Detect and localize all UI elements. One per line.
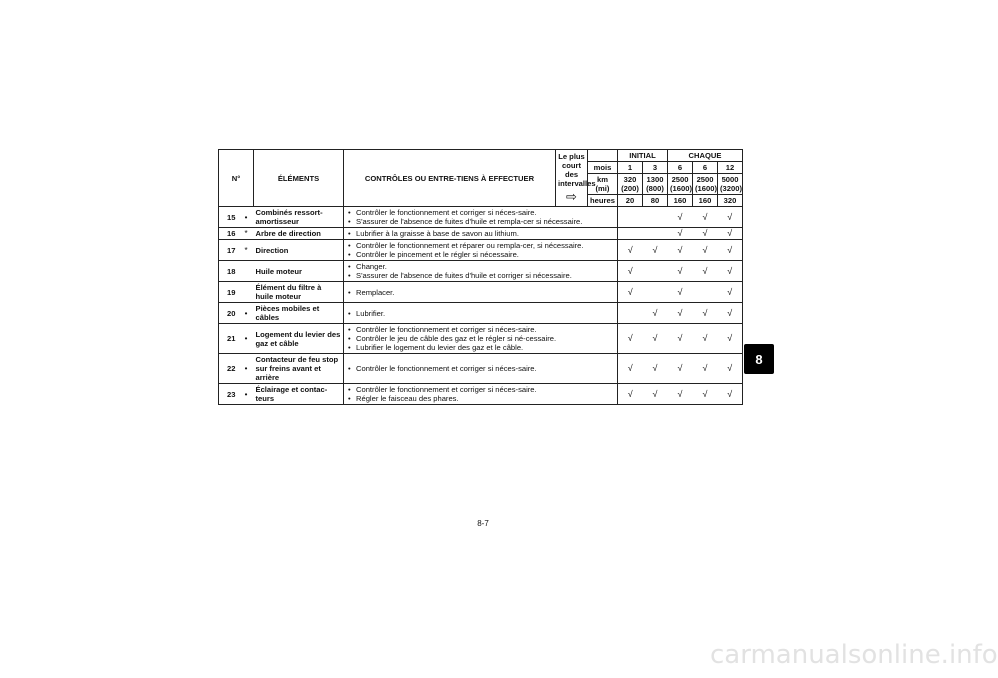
unit-value: 12 <box>718 162 743 174</box>
unit-value: 6 <box>693 162 718 174</box>
check-mark <box>618 303 643 324</box>
action-item: • S'assurer de l'absence de fuites d'huile et rempla-cer si nécessaire. <box>347 217 615 226</box>
row-number: 15 <box>219 207 239 228</box>
check-mark: √ <box>693 324 718 354</box>
row-item: Huile moteur <box>254 261 344 282</box>
check-mark: √ <box>618 261 643 282</box>
check-mark <box>643 282 668 303</box>
row-actions <box>344 207 618 228</box>
row-actions <box>344 384 618 405</box>
check-mark: √ <box>718 384 743 405</box>
row-item: Arbre de direction <box>254 228 344 240</box>
check-mark: √ <box>618 384 643 405</box>
check-mark: √ <box>718 228 743 240</box>
check-mark: √ <box>693 384 718 405</box>
check-mark <box>618 207 643 228</box>
row-marker <box>239 282 254 303</box>
unit-value: 160 <box>693 195 718 207</box>
check-mark: √ <box>718 282 743 303</box>
action-item: • Contrôler le fonctionnement et corriger si néces-saire. <box>347 364 615 373</box>
action-item: • Lubrifier le logement du levier des gaz et le câble. <box>347 343 615 352</box>
row-marker: • <box>239 354 254 384</box>
row-actions <box>344 324 618 354</box>
check-mark: √ <box>693 261 718 282</box>
check-mark: √ <box>718 240 743 261</box>
maintenance-table <box>218 149 743 405</box>
action-item: • Contrôler le fonctionnement et corriger si néces-saire. <box>347 385 615 394</box>
table-row <box>219 303 743 324</box>
check-mark: √ <box>693 228 718 240</box>
row-item: Contacteur de feu stop sur freins avant et arrière <box>254 354 344 384</box>
action-list <box>347 241 615 259</box>
action-list <box>347 288 615 297</box>
action-item: • Lubrifier. <box>347 309 615 318</box>
unit-value: 320 (200) <box>618 174 643 195</box>
action-list <box>347 325 615 352</box>
table-body <box>219 207 743 405</box>
unit-value: 80 <box>643 195 668 207</box>
header-no: N° <box>219 150 254 207</box>
check-mark: √ <box>693 240 718 261</box>
row-marker: • <box>239 207 254 228</box>
row-actions <box>344 228 618 240</box>
row-number: 22 <box>219 354 239 384</box>
action-item: • Changer. <box>347 262 615 271</box>
row-marker: • <box>239 303 254 324</box>
action-item: • Contrôler le fonctionnement et corriger si néces-saire. <box>347 325 615 334</box>
action-list <box>347 262 615 280</box>
row-number: 20 <box>219 303 239 324</box>
check-mark <box>643 261 668 282</box>
check-mark: √ <box>668 261 693 282</box>
table-row <box>219 240 743 261</box>
action-item: • Lubrifier à la graisse à base de savon au lithium. <box>347 229 615 238</box>
row-number: 21 <box>219 324 239 354</box>
check-mark: √ <box>668 228 693 240</box>
check-mark: √ <box>693 354 718 384</box>
row-marker: * <box>239 240 254 261</box>
row-number: 16 <box>219 228 239 240</box>
action-item: • Contrôler le fonctionnement et corriger si néces-saire. <box>347 208 615 217</box>
row-marker: * <box>239 228 254 240</box>
action-list <box>347 385 615 403</box>
row-item: Élément du filtre à huile moteur <box>254 282 344 303</box>
row-marker: • <box>239 324 254 354</box>
table-row <box>219 282 743 303</box>
action-item: • Régler le faisceau des phares. <box>347 394 615 403</box>
unit-value: 2500 (1600) <box>693 174 718 195</box>
unit-value: 20 <box>618 195 643 207</box>
row-actions <box>344 240 618 261</box>
check-mark: √ <box>643 240 668 261</box>
check-mark: √ <box>693 207 718 228</box>
check-mark: √ <box>668 384 693 405</box>
action-item: • S'assurer de l'absence de fuites d'huile et corriger si nécessaire. <box>347 271 615 280</box>
check-mark: √ <box>668 324 693 354</box>
unit-value: 2500 (1600) <box>668 174 693 195</box>
row-item: Éclairage et contac-teurs <box>254 384 344 405</box>
check-mark: √ <box>668 240 693 261</box>
table-row <box>219 261 743 282</box>
header-items: ÉLÉMENTS <box>254 150 344 207</box>
check-mark: √ <box>643 354 668 384</box>
check-mark: √ <box>718 354 743 384</box>
row-item: Pièces mobiles et câbles <box>254 303 344 324</box>
check-mark <box>643 228 668 240</box>
table-row <box>219 354 743 384</box>
unit-label: km (mi) <box>588 174 618 195</box>
check-mark <box>618 228 643 240</box>
unit-label: mois <box>588 162 618 174</box>
check-mark: √ <box>643 384 668 405</box>
table-row <box>219 228 743 240</box>
unit-value: 1 <box>618 162 643 174</box>
watermark: carmanualsonline.info <box>710 640 998 670</box>
row-actions <box>344 282 618 303</box>
row-actions <box>344 303 618 324</box>
row-actions <box>344 354 618 384</box>
row-marker: • <box>239 384 254 405</box>
unit-value: 5000 (3200) <box>718 174 743 195</box>
row-number: 17 <box>219 240 239 261</box>
check-mark: √ <box>718 324 743 354</box>
action-item: • Contrôler le jeu de câble des gaz et le régler si né-cessaire. <box>347 334 615 343</box>
check-mark: √ <box>668 207 693 228</box>
check-mark: √ <box>618 282 643 303</box>
action-item: • Contrôler le fonctionnement et réparer ou rempla-cer, si nécessaire. <box>347 241 615 250</box>
unit-value: 160 <box>668 195 693 207</box>
check-mark: √ <box>668 303 693 324</box>
check-mark: √ <box>618 324 643 354</box>
check-mark: √ <box>618 354 643 384</box>
check-mark: √ <box>718 303 743 324</box>
check-mark <box>693 282 718 303</box>
table-row <box>219 207 743 228</box>
unit-value: 320 <box>718 195 743 207</box>
row-item: Logement du levier des gaz et câble <box>254 324 344 354</box>
header-chaque: CHAQUE <box>668 150 743 162</box>
action-list <box>347 229 615 238</box>
check-mark <box>643 207 668 228</box>
action-item: • Contrôler le pincement et le régler si nécessaire. <box>347 250 615 259</box>
check-mark: √ <box>643 324 668 354</box>
check-mark: √ <box>643 303 668 324</box>
header-checks: CONTRÔLES OU ENTRE-TIENS À EFFECTUER <box>344 150 556 207</box>
row-number: 18 <box>219 261 239 282</box>
row-number: 23 <box>219 384 239 405</box>
action-list <box>347 208 615 226</box>
check-mark: √ <box>718 207 743 228</box>
arrow-right-icon: ⇨ <box>566 189 577 204</box>
unit-value: 6 <box>668 162 693 174</box>
table-row <box>219 384 743 405</box>
table-row <box>219 324 743 354</box>
row-number: 19 <box>219 282 239 303</box>
unit-label: heures <box>588 195 618 207</box>
header-initial: INITIAL <box>618 150 668 162</box>
action-item: • Remplacer. <box>347 288 615 297</box>
row-item: Combinés ressort-amortisseur <box>254 207 344 228</box>
page-number: 8-7 <box>477 519 489 528</box>
table-header <box>219 150 743 207</box>
row-actions <box>344 261 618 282</box>
check-mark: √ <box>718 261 743 282</box>
header-interval <box>556 150 596 207</box>
check-mark: √ <box>618 240 643 261</box>
unit-value: 3 <box>643 162 668 174</box>
chapter-tab: 8 <box>744 344 774 374</box>
check-mark: √ <box>668 354 693 384</box>
check-mark: √ <box>668 282 693 303</box>
header-unit-blank <box>588 150 618 162</box>
interval-label: Le plus court des intervalles <box>558 152 596 188</box>
action-list <box>347 364 615 373</box>
action-list <box>347 309 615 318</box>
row-item: Direction <box>254 240 344 261</box>
unit-value: 1300 (800) <box>643 174 668 195</box>
row-marker <box>239 261 254 282</box>
check-mark: √ <box>693 303 718 324</box>
